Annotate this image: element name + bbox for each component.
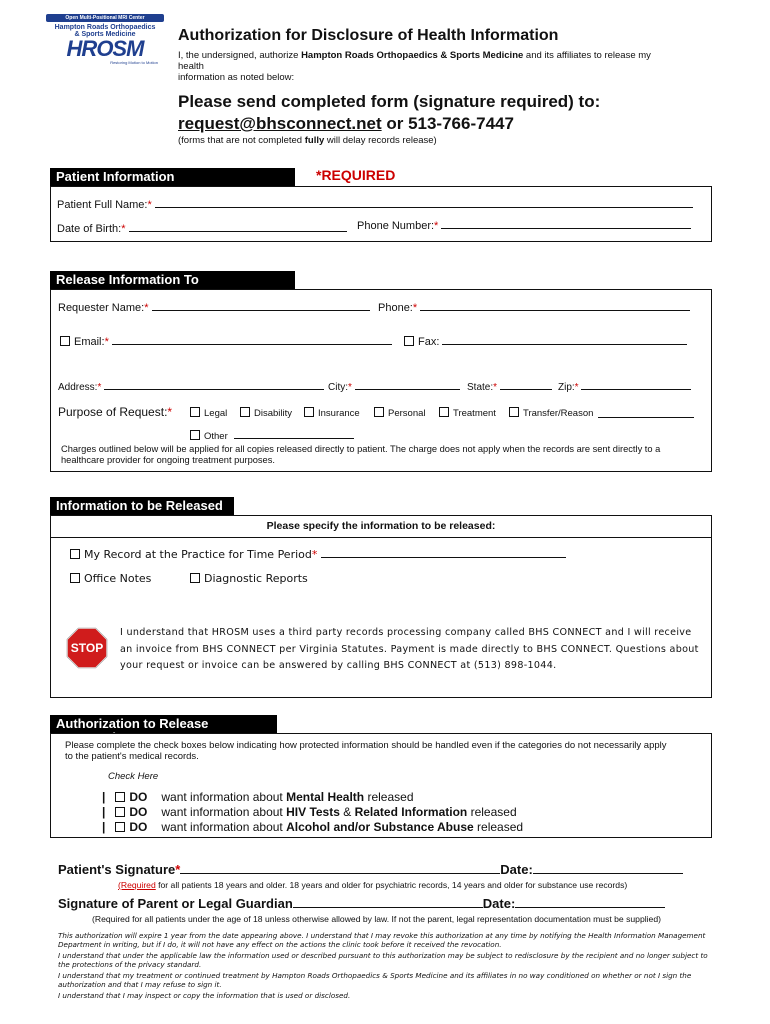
fine-print-inspect: I understand that I may inspect or copy the information that is used or disclosed. — [58, 991, 351, 1000]
fine-print-redisclosure: I understand that under the applicable law the information used or described pursuant to this authorization may be subject to redisclosure by the recipient and no longer subject to the protections of the privacy standard. — [58, 951, 708, 969]
required-star: * — [121, 223, 126, 235]
fax-label: Fax: — [418, 336, 440, 348]
row-prefix: want information about — [161, 790, 287, 804]
patient-full-name-field[interactable] — [57, 198, 693, 211]
purpose-legal[interactable] — [190, 407, 227, 419]
city-input-line[interactable] — [355, 381, 460, 390]
phone-number-label: Phone Number: — [357, 220, 435, 232]
dob-label: Date of Birth: — [57, 223, 122, 235]
protected-instructions: Please complete the check boxes below indicating how protected information should be handled even if the categories do not necessarily apply to the patient's medical records. — [65, 740, 667, 762]
city-label: City: — [328, 382, 348, 393]
required-star: * — [493, 382, 498, 393]
protected-row-hiv[interactable] — [102, 805, 517, 819]
row-suffix: released — [467, 805, 517, 819]
form-title: Authorization for Disclosure of Health Information — [178, 27, 559, 44]
office-notes-label: Office Notes — [84, 572, 152, 585]
guardian-signature-field[interactable] — [58, 896, 665, 911]
patient-date-line[interactable] — [533, 862, 683, 874]
zip-label: Zip: — [558, 382, 575, 393]
insurance-checkbox[interactable] — [304, 407, 314, 417]
full-name-input-line[interactable] — [155, 198, 693, 208]
my-record-field[interactable] — [70, 548, 566, 561]
required-star: * — [175, 862, 181, 877]
required-star: * — [97, 382, 102, 393]
required-star: * — [311, 548, 318, 561]
fax-field[interactable] — [404, 335, 687, 348]
row-mid: & — [339, 805, 355, 819]
requester-name-field[interactable] — [58, 301, 370, 314]
address-input-line[interactable] — [104, 381, 324, 390]
purpose-transfer[interactable] — [509, 407, 593, 419]
logo-line3: & Sports Medicine — [74, 31, 136, 38]
row-bold: HIV Tests — [286, 805, 340, 819]
guardian-date-line[interactable] — [515, 896, 665, 908]
fax-input-line[interactable] — [442, 335, 687, 345]
phone-number-input-line[interactable] — [441, 219, 691, 229]
legal-checkbox[interactable] — [190, 407, 200, 417]
fax-checkbox[interactable] — [404, 336, 414, 346]
other-label: Other — [204, 431, 228, 442]
patient-signature-label: Patient's Signature — [58, 862, 176, 877]
email-label: Email: — [74, 336, 105, 348]
state-label: State: — [467, 382, 494, 393]
row-marker: | — [102, 790, 106, 804]
send-email-link[interactable]: request@bhsconnect.net — [178, 114, 382, 133]
fine-print-expiry: This authorization will expire 1 year from the date appearing above. I understand that I may revoke this authorization at any time by notifying the Health Information Management Department in writing, but if I do, it will not have any effect on the actions the clinic took before it received the revocation. — [58, 931, 706, 949]
row-marker: | — [102, 820, 106, 834]
send-instructions — [178, 91, 600, 135]
logo-mark: HROSM — [66, 36, 144, 61]
disability-label: Disability — [254, 408, 293, 419]
info-divider — [50, 537, 712, 538]
required-star: * — [147, 199, 152, 211]
diagnostic-checkbox[interactable] — [190, 573, 200, 583]
protected-row-alcohol[interactable] — [102, 820, 523, 834]
row-bold: Alcohol and/or Substance Abuse — [286, 820, 474, 834]
purpose-other[interactable] — [190, 430, 354, 442]
required-label: *REQUIRED — [316, 167, 396, 183]
purpose-disability[interactable] — [240, 407, 292, 419]
send-note — [178, 135, 437, 146]
send-note-prefix: (forms that are not completed — [178, 135, 305, 146]
logo-top-bar: Open Multi-Positional MRI Center — [46, 14, 164, 22]
row-prefix: want information about — [161, 820, 287, 834]
stop-sign-text: STOP — [70, 641, 104, 655]
guardian-date-label: Date: — [482, 896, 516, 911]
requester-name-input-line[interactable] — [152, 301, 370, 311]
do-label: DO — [129, 790, 148, 804]
do-label: DO — [129, 805, 148, 819]
other-checkbox[interactable] — [190, 430, 200, 440]
guardian-signature-label: Signature of Parent or Legal Guardian — [58, 896, 293, 911]
dob-input-line[interactable] — [129, 222, 347, 232]
required-star: * — [167, 405, 173, 419]
required-star: * — [104, 336, 109, 348]
time-period-input-line[interactable] — [321, 548, 566, 558]
release-info-heading: Release Information To — [50, 271, 295, 289]
row-prefix: want information about — [161, 805, 287, 819]
logo-tagline: Restoring Motion to Motion — [110, 60, 158, 65]
row-suffix: released — [364, 790, 414, 804]
required-star: * — [348, 382, 352, 393]
email-checkbox[interactable] — [60, 336, 70, 346]
legal-label: Legal — [204, 408, 228, 419]
insurance-label: Insurance — [318, 408, 360, 419]
logo — [46, 14, 164, 76]
row-suffix: released — [473, 820, 524, 834]
required-word: (Required — [118, 880, 156, 890]
address-field[interactable] — [58, 381, 324, 393]
phone-number-field[interactable] — [357, 219, 691, 232]
office-notes-checkbox[interactable] — [70, 573, 80, 583]
patient-note-text: for all patients 18 years and older. 18 years and older for psychiatric records, 14 years and older for substance use records) — [155, 880, 628, 890]
purpose-label-text: Purpose of Request: — [58, 405, 168, 419]
requester-name-label: Requester Name: — [58, 302, 145, 314]
logo-line2: Hampton Roads Orthopaedics — [54, 24, 156, 31]
office-notes-field[interactable] — [70, 572, 151, 585]
stop-sign-icon — [66, 627, 108, 669]
treatment-checkbox[interactable] — [439, 407, 449, 417]
bhs-notice: I understand that HROSM uses a third party records processing company called BHS CONNECT and I will receive an invoice from BHS CONNECT per Virginia Statutes. Payment is made directly to BHS CONNECT. Questions about your request or invoice can be answered by calling BHS CONNECT at (513) 898-1044. — [120, 627, 699, 671]
personal-checkbox[interactable] — [374, 407, 384, 417]
state-field[interactable] — [467, 381, 552, 393]
my-record-checkbox[interactable] — [70, 549, 80, 559]
full-name-label: Patient Full Name: — [57, 199, 148, 211]
required-star: * — [144, 302, 149, 314]
intro-org: Hampton Roads Orthopaedics & Sports Medicine — [301, 50, 524, 61]
transfer-checkbox[interactable] — [509, 407, 519, 417]
disability-checkbox[interactable] — [240, 407, 250, 417]
email-input-line[interactable] — [112, 335, 392, 345]
release-phone-input-line[interactable] — [420, 301, 690, 311]
send-note-suffix: will delay records release) — [324, 135, 437, 146]
treatment-label: Treatment — [453, 408, 496, 419]
fine-print-treatment: I understand that my treatment or continued treatment by Hampton Roads Orthopaedics & Sports Medicine and its affiliates in no way conditioned on whether or not I sign the authorization and that I may refuse to sign it. — [58, 971, 692, 989]
my-record-label: My Record at the Practice for Time Period — [84, 548, 312, 561]
dob-field[interactable] — [57, 222, 347, 235]
intro-prefix: I, the undersigned, authorize — [178, 50, 302, 61]
required-star: * — [434, 220, 439, 232]
required-star: * — [574, 382, 579, 393]
purpose-personal[interactable] — [374, 407, 426, 419]
guardian-signature-note: (Required for all patients under the age of 18 unless otherwise allowed by law. If not the parent, legal representation documentation must be supplied) — [92, 914, 661, 924]
row-bold: Mental Health — [286, 790, 365, 804]
intro-line2: information as noted below: — [178, 72, 295, 83]
patient-signature-field[interactable] — [58, 862, 683, 877]
send-phone: or 513-766-7447 — [381, 114, 514, 133]
do-label: DO — [129, 820, 148, 834]
info-released-heading: Information to be Released — [50, 497, 234, 515]
patient-signature-note — [118, 880, 627, 890]
send-line1: Please send completed form (signature required) to: — [178, 92, 601, 111]
purpose-treatment[interactable] — [439, 407, 496, 419]
required-star: * — [412, 302, 418, 314]
send-note-bold: fully — [304, 135, 325, 146]
charges-notice: Charges outlined below will be applied for all copies released directly to patient. The charge does not apply when the records are sent directly to a healthcare provider for ongoing treatment purposes. — [61, 444, 661, 465]
row-bold2: Related Information — [354, 805, 468, 819]
state-input-line[interactable] — [500, 381, 552, 390]
guardian-signature-line[interactable] — [293, 896, 483, 908]
purpose-label — [58, 405, 172, 419]
zip-input-line[interactable] — [581, 381, 691, 390]
release-phone-field[interactable] — [378, 301, 690, 314]
protected-row-mental[interactable] — [102, 790, 414, 804]
personal-label: Personal — [388, 408, 426, 419]
email-field[interactable] — [60, 335, 392, 348]
alcohol-checkbox[interactable] — [115, 822, 125, 832]
patient-signature-line[interactable] — [180, 862, 500, 874]
check-here-label: Check Here — [108, 771, 159, 782]
transfer-reason-input-line[interactable] — [598, 408, 694, 418]
patient-info-heading: Patient Information — [50, 168, 295, 186]
mental-health-checkbox[interactable] — [115, 792, 125, 802]
zip-field[interactable] — [558, 381, 691, 393]
hiv-checkbox[interactable] — [115, 807, 125, 817]
address-label: Address: — [58, 382, 98, 393]
fine-print — [58, 931, 708, 1000]
transfer-label: Transfer/Reason — [523, 408, 594, 419]
city-field[interactable] — [328, 381, 460, 393]
other-input-line[interactable] — [234, 430, 354, 439]
row-marker: | — [102, 805, 106, 819]
diagnostic-label: Diagnostic Reports — [204, 572, 308, 585]
purpose-insurance[interactable] — [304, 407, 360, 419]
intro-suffix: and its affiliates to release my health — [178, 50, 651, 72]
info-subheading: Please specify the information to be released: — [266, 520, 496, 532]
release-phone-label: Phone: — [378, 302, 413, 314]
protected-heading: Authorization to Release Protected — [50, 715, 277, 733]
diagnostic-field[interactable] — [190, 572, 308, 585]
intro-text — [178, 50, 678, 83]
patient-date-label: Date: — [500, 862, 533, 877]
